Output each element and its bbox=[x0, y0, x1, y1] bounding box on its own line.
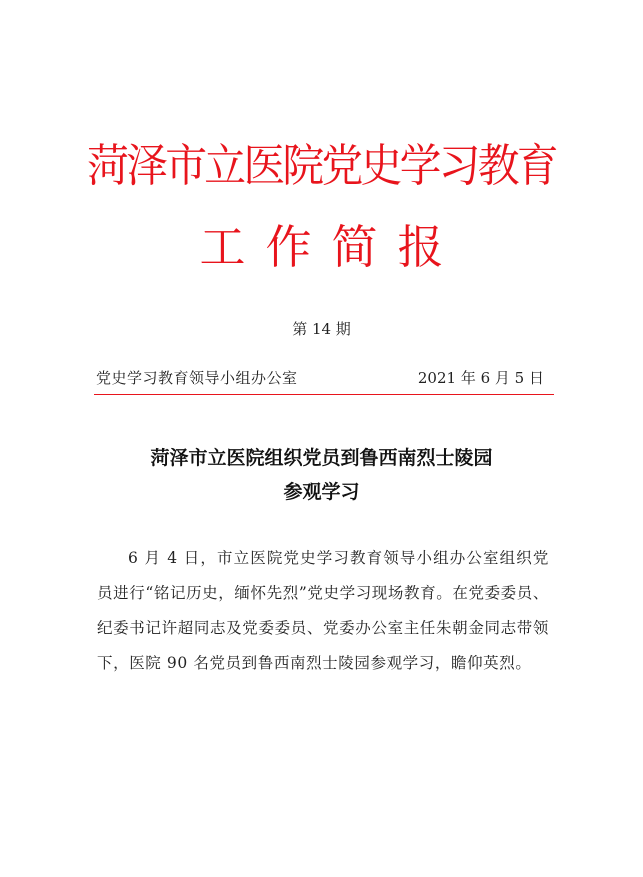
article-title bbox=[0, 441, 643, 509]
masthead-subtitle: 工作简报 bbox=[199, 220, 464, 274]
article-body: 6 月 4 日，市立医院党史学习教育领导小组办公室组织党员进行“铭记历史，缅怀先烈”党史学习现场教育。在党委委员、纪委书记许超同志及党委委员、党委办公室主任朱朝金同志带领下，医院 90 名党员到鲁西南烈士陵园参观学习，瞻仰英烈。 bbox=[97, 549, 549, 672]
issuing-office: 党史学习教育领导小组办公室 bbox=[96, 369, 298, 387]
issue-number: 第 14 期 bbox=[292, 320, 351, 338]
red-divider bbox=[94, 394, 554, 395]
article-title-line-2: 参观学习 bbox=[283, 481, 360, 503]
issue-date: 2021 年 6 月 5 日 bbox=[417, 369, 544, 387]
article-title-line-1: 菏泽市立医院组织党员到鲁西南烈士陵园 bbox=[150, 447, 493, 469]
masthead-title: 菏泽市立医院党史学习教育 bbox=[87, 139, 556, 192]
